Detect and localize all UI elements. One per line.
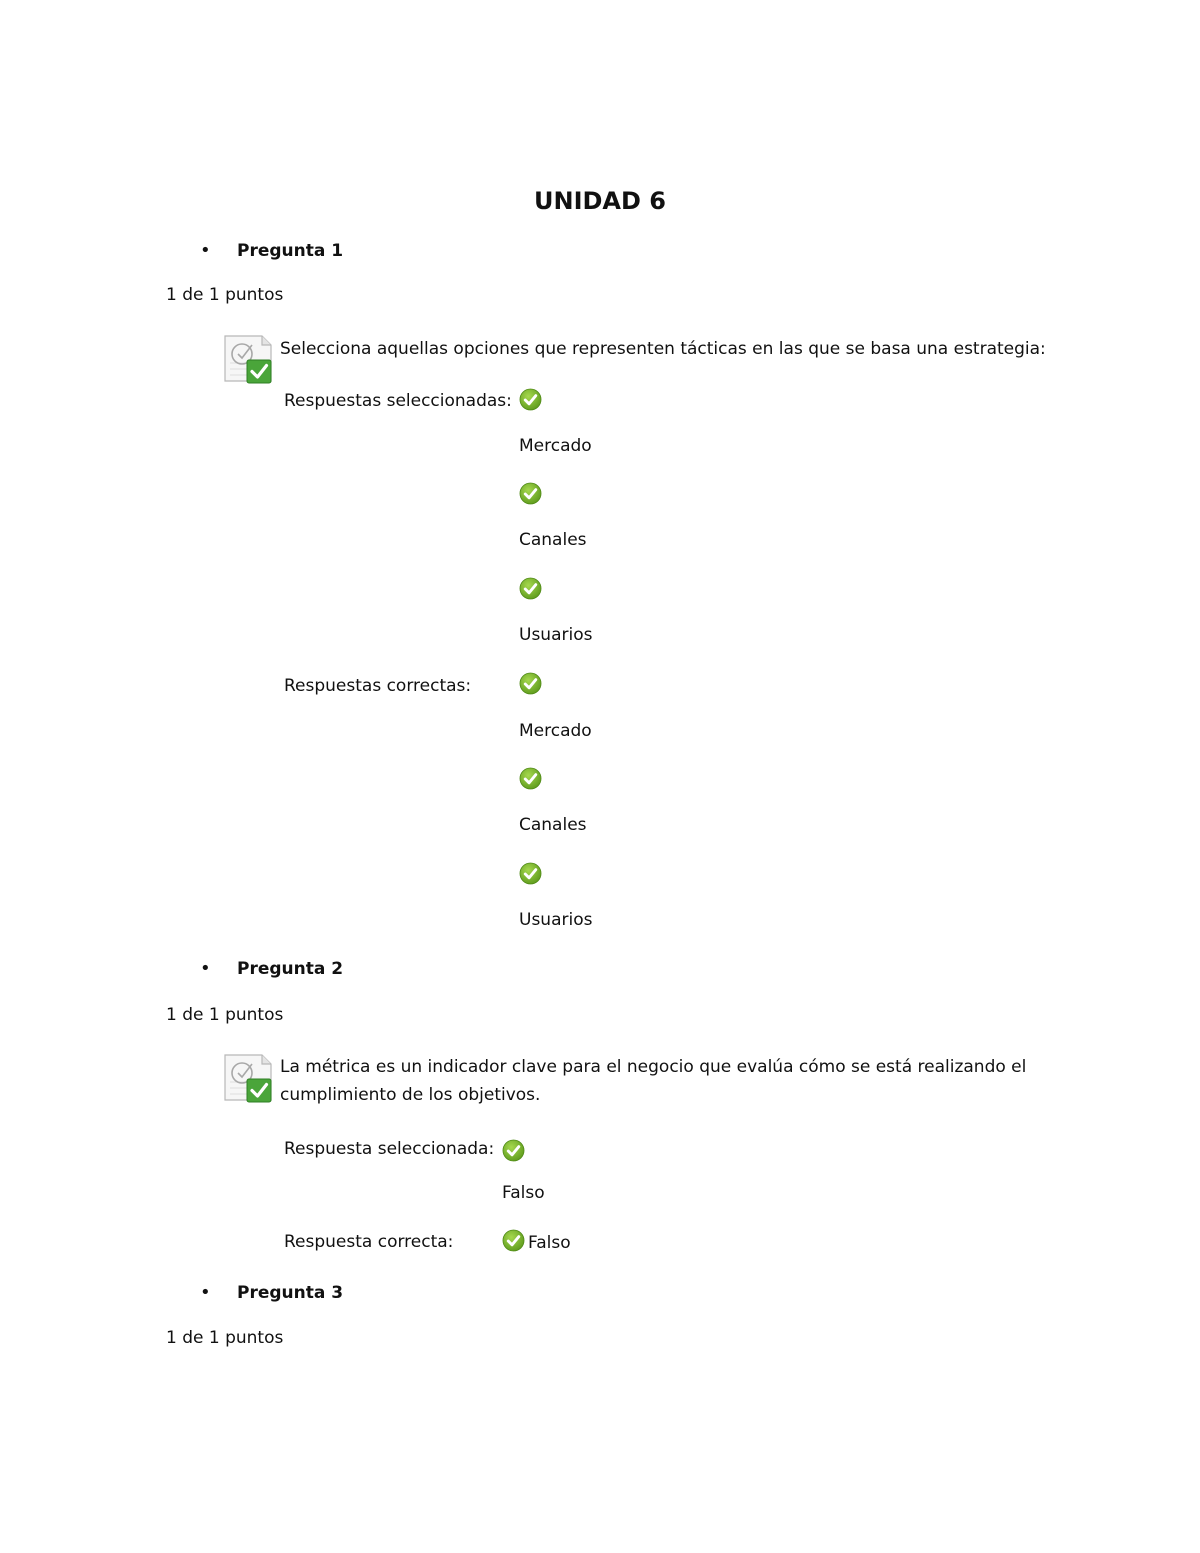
question-2-text-line1: La métrica es un indicador clave para el negocio que evalúa cómo se está realizando el [280,1057,1027,1077]
correct-answer-value: Falso [528,1233,571,1253]
answer-item: Usuarios [519,910,593,930]
page-title: UNIDAD 6 [534,187,666,215]
green-check-icon [519,672,542,695]
question-1-text: Selecciona aquellas opciones que representen tácticas en las que se basa una estrategia: [280,339,1046,359]
question-2-points: 1 de 1 puntos [166,1005,284,1025]
selected-answer-label: Respuesta seleccionada: [284,1139,495,1159]
correct-doc-icon [222,333,274,385]
green-check-icon [519,388,542,411]
green-check-icon [519,577,542,600]
answer-item: Canales [519,815,587,835]
question-1-points: 1 de 1 puntos [166,285,284,305]
answer-item: Mercado [519,436,592,456]
question-2-label: Pregunta 2 [237,959,344,979]
question-1-label: Pregunta 1 [237,241,344,261]
bullet: • [200,240,211,261]
green-check-icon [502,1139,525,1162]
question-3-points: 1 de 1 puntos [166,1328,284,1348]
question-3-label: Pregunta 3 [237,1283,344,1303]
selected-answers-label: Respuestas seleccionadas: [284,391,512,411]
question-2-text-line2: cumplimiento de los objetivos. [280,1085,541,1105]
green-check-icon [519,767,542,790]
selected-answer-value: Falso [502,1183,545,1203]
answer-item: Mercado [519,721,592,741]
green-check-icon [519,482,542,505]
correct-answer-label: Respuesta correcta: [284,1232,454,1252]
answer-item: Canales [519,530,587,550]
correct-answers-label: Respuestas correctas: [284,676,472,696]
bullet: • [200,1282,211,1303]
green-check-icon [502,1229,525,1252]
green-check-icon [519,862,542,885]
correct-doc-icon [222,1052,274,1104]
bullet: • [200,958,211,979]
answer-item: Usuarios [519,625,593,645]
